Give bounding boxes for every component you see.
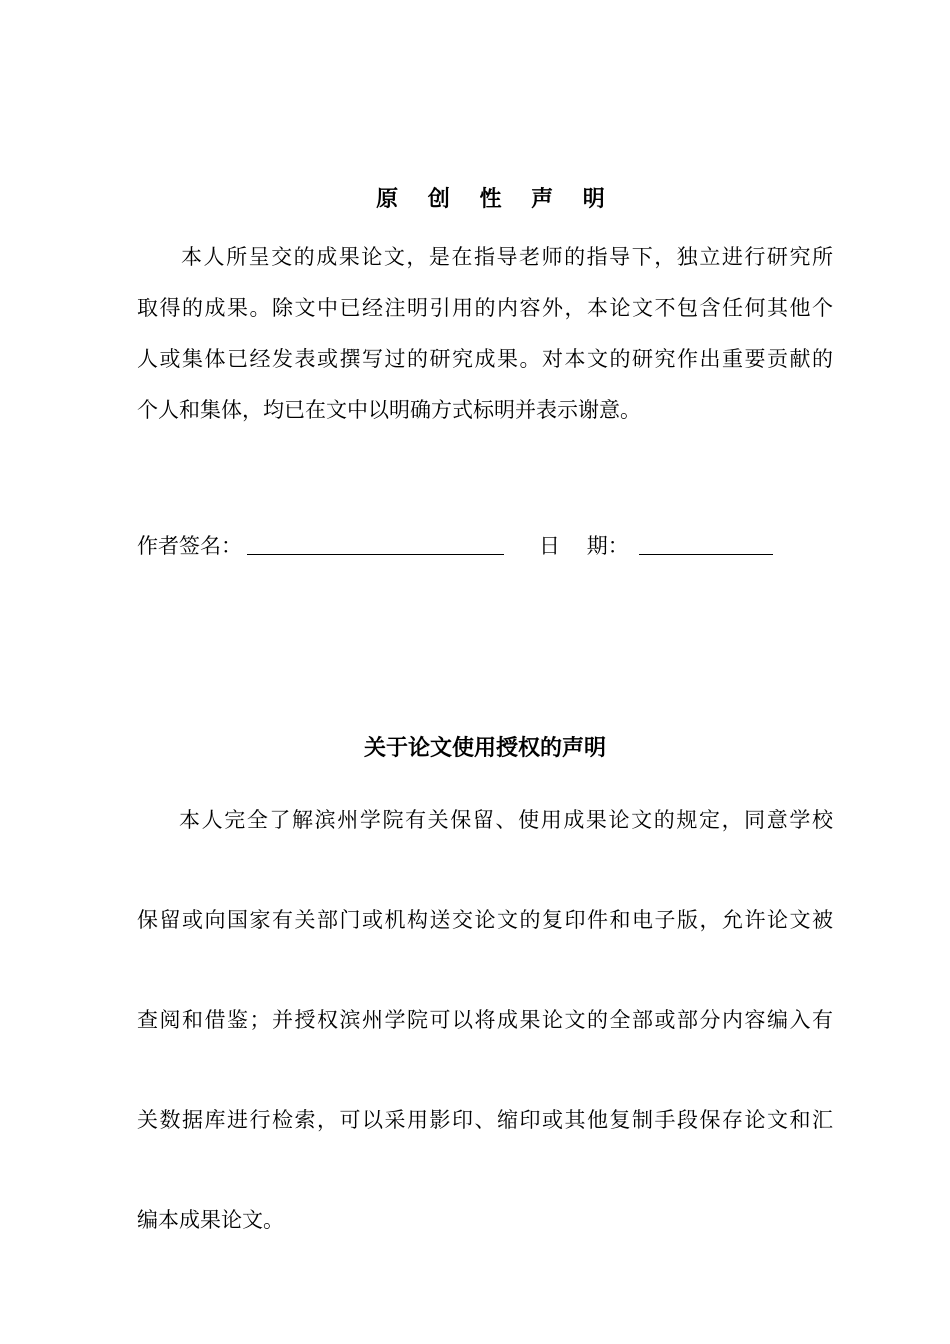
authorization-line: 查阅和借鉴；并授权滨州学院可以将成果论文的全部或部分内容编入有 [137, 1008, 833, 1032]
date-blank[interactable] [639, 554, 773, 555]
authorization-declaration-body [137, 802, 833, 1302]
author-signature-label: 作者签名： [137, 534, 242, 558]
originality-declaration-title: 原 创 性 声 明 [376, 187, 616, 212]
declaration-line: 个人和集体，均已在文中以明确方式标明并表示谢意。 [137, 398, 641, 422]
declaration-line: 本人所呈交的成果论文，是在指导老师的指导下，独立进行研究所 [181, 245, 833, 269]
author-signature-blank[interactable] [247, 554, 504, 555]
signature-row [137, 528, 833, 564]
authorization-line: 关数据库进行检索，可以采用影印、缩印或其他复制手段保存论文和汇 [137, 1108, 833, 1132]
authorization-line: 本人完全了解滨州学院有关保留、使用成果论文的规定，同意学校 [179, 808, 833, 832]
authorization-line: 编本成果论文。 [137, 1208, 284, 1232]
authorization-line: 保留或向国家有关部门或机构送交论文的复印件和电子版，允许论文被 [137, 908, 833, 932]
declaration-line: 取得的成果。除文中已经注明引用的内容外，本论文不包含任何其他个 [137, 296, 833, 320]
date-label: 日 期： [539, 534, 629, 558]
authorization-declaration-title: 关于论文使用授权的声明 [363, 736, 606, 761]
originality-declaration-body [137, 232, 833, 436]
declaration-line: 人或集体已经发表或撰写过的研究成果。对本文的研究作出重要贡献的 [137, 347, 833, 371]
